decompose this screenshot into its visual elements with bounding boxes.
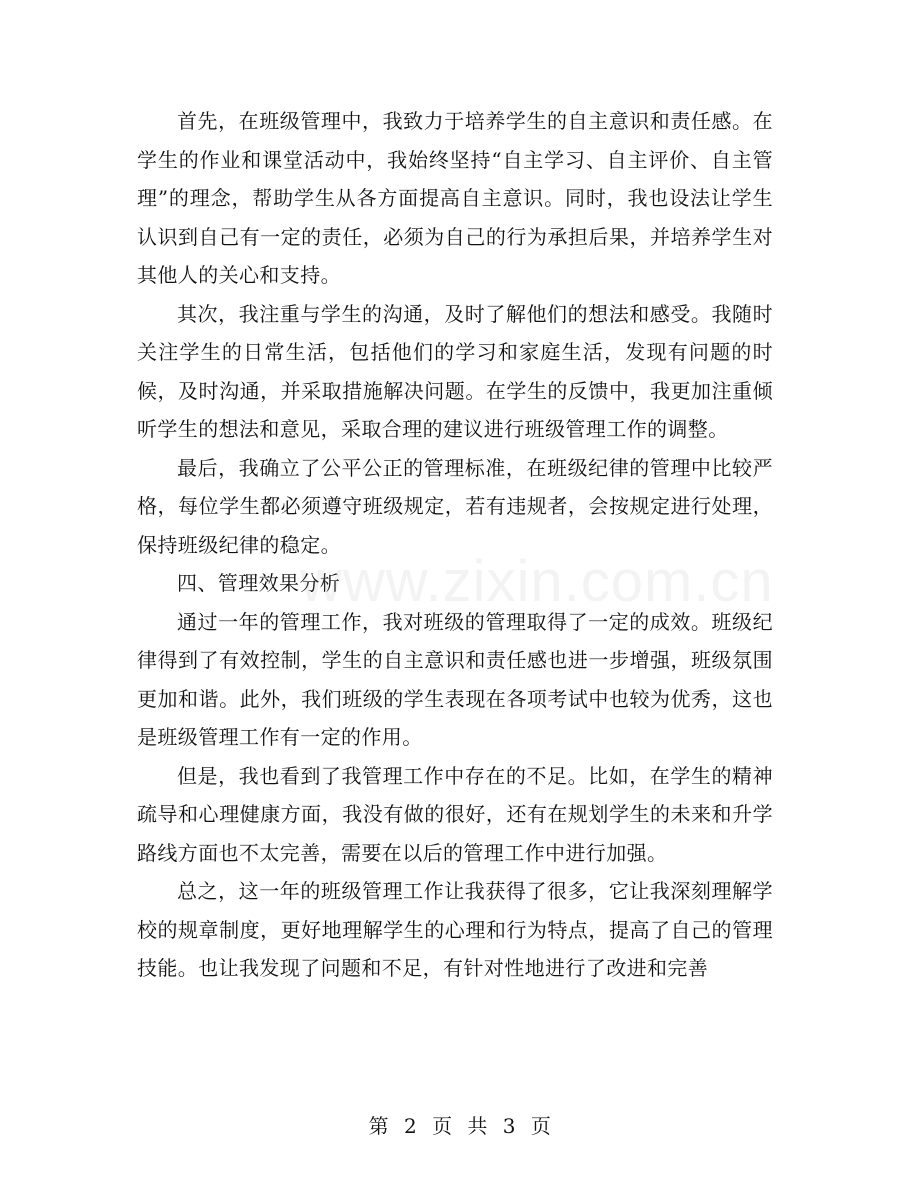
- footer-total-prefix: 共: [467, 1114, 488, 1138]
- footer-total-pages: 3: [502, 1114, 517, 1138]
- paragraph-shortcomings: 但是，我也看到了我管理工作中存在的不足。比如，在学生的精神疏导和心理健康方面，我没有做的很好，还有在规划学生的未来和升学路线方面也不太完善，需要在以后的管理工作中进行加强。: [137, 763, 773, 865]
- footer-suffix: 页: [530, 1114, 552, 1138]
- footer-page-word: 页: [432, 1114, 453, 1138]
- paragraph-conclusion: 总之，这一年的班级管理工作让我获得了很多，它让我深刻理解学校的规章制度，更好地理解学生的心理和行为特点，提高了自己的管理技能。也让我发现了问题和不足，有针对性地进行了改进和完善: [137, 879, 773, 980]
- document-body: [137, 102, 773, 988]
- paragraph-class-management: 首先，在班级管理中，我致力于培养学生的自主意识和责任感。在学生的作业和课堂活动中，我始终坚持“自主学习、自主评价、自主管理”的理念，帮助学生从各方面提高自主意识。同时，我也设法让学生认识到自己有一定的责任，必须为自己的行为承担后果，并培养学生对其他人的关心和支持。: [137, 109, 773, 287]
- paragraph-results: 通过一年的管理工作，我对班级的管理取得了一定的成效。班级纪律得到了有效控制，学生的自主意识和责任感也进一步增强，班级氛围更加和谐。此外，我们班级的学生表现在各项考试中也较为优秀，这也是班级管理工作有一定的作用。: [137, 609, 773, 749]
- paragraph-discipline: 最后，我确立了公平公正的管理标准，在班级纪律的管理中比较严格，每位学生都必须遵守班级规定，若有违规者，会按规定进行处理，保持班级纪律的稳定。: [137, 455, 773, 557]
- footer-current-page: 2: [403, 1114, 418, 1138]
- section-heading: 四、管理效果分析: [177, 571, 341, 595]
- watermark-text: www.zixin.com.cn: [300, 549, 774, 614]
- paragraph-communication: 其次，我注重与学生的沟通，及时了解他们的想法和感受。我随时关注学生的日常生活，包括他们的学习和家庭生活，发现有问题的时候，及时沟通，并采取措施解决问题。在学生的反馈中，我更加注重倾听学生的想法和意见，采取合理的建议进行班级管理工作的调整。: [137, 301, 773, 441]
- footer-prefix: 第: [368, 1114, 390, 1138]
- page-footer: [0, 1110, 920, 1139]
